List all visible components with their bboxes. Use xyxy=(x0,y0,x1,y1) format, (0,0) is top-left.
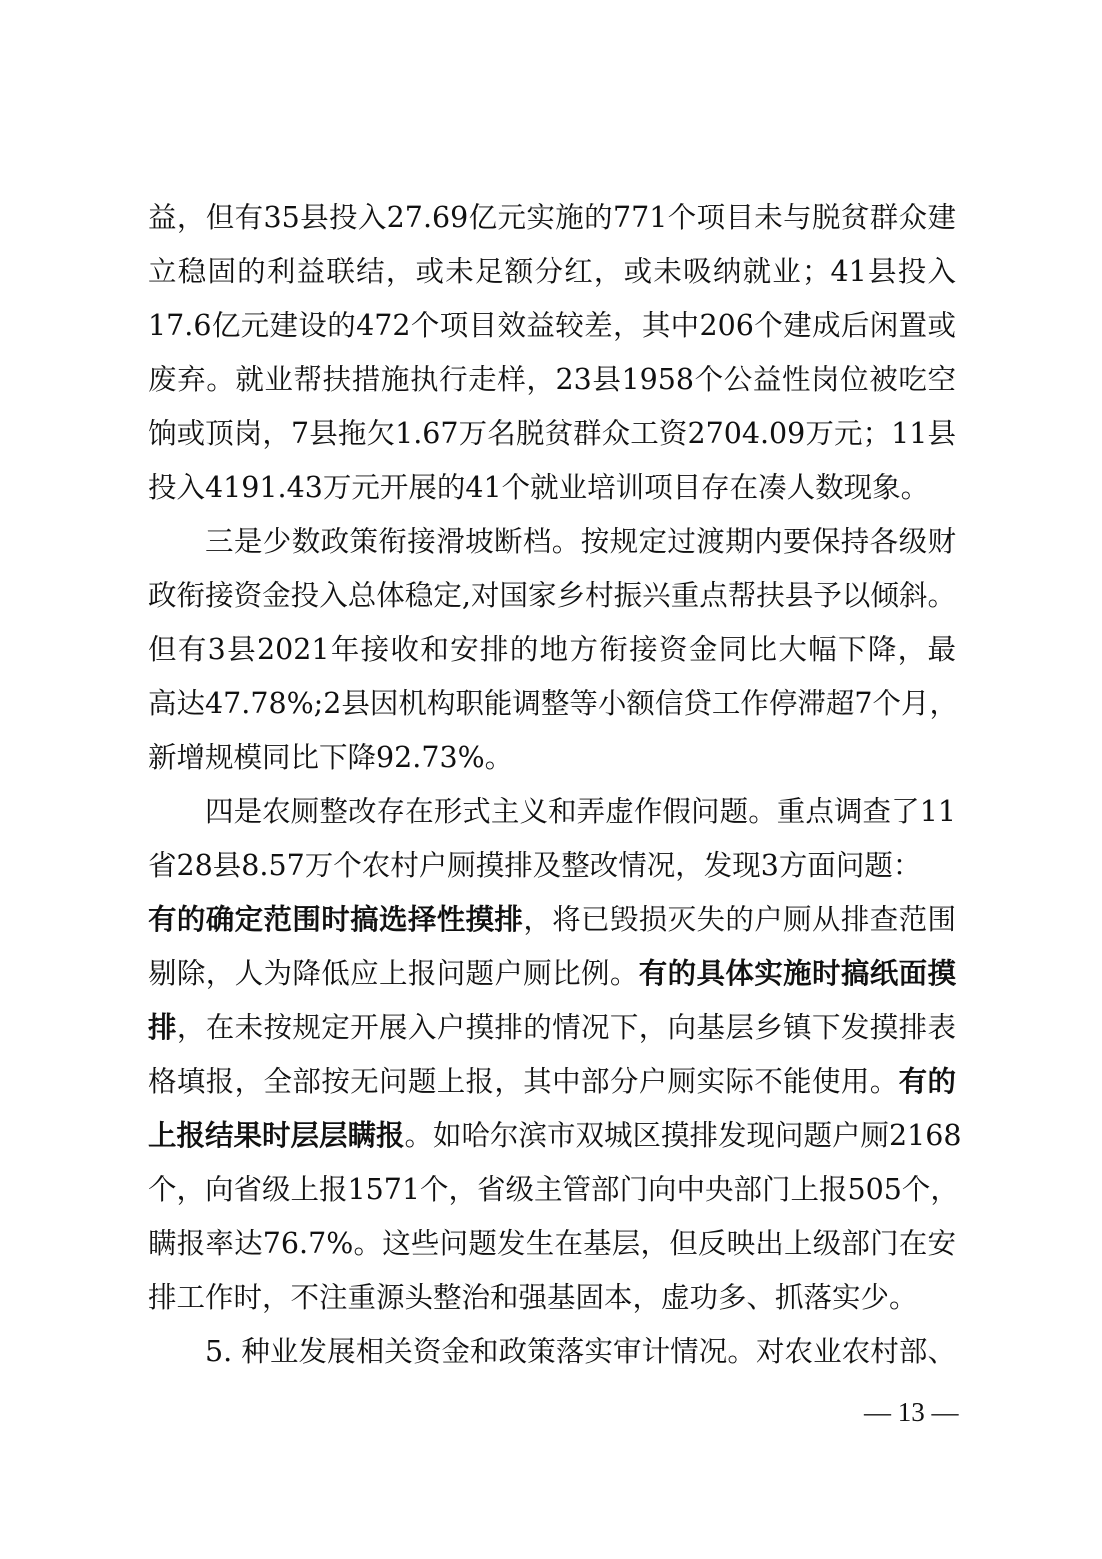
text-line xyxy=(148,299,956,353)
text-segment: 但有3县2021年接收和安排的地方衔接资金同比大幅下降，最 xyxy=(148,633,956,666)
text-segment: 剔除，人为降低应上报问题户厕比例。 xyxy=(148,957,639,990)
section-heading-four: 四是农厕整改存在形式主义和弄虚作假问题。 xyxy=(205,795,777,828)
text-segment: 投入4191.43万元开展的41个就业培训项目存在凑人数现象。 xyxy=(148,471,930,504)
text-segment: 格填报，全部按无问题上报，其中部分户厕实际不能使用。 xyxy=(148,1065,899,1098)
text-segment: 政衔接资金投入总体稳定,对国家乡村振兴重点帮扶县予以倾斜。 xyxy=(148,579,956,612)
text-line xyxy=(148,461,956,515)
text-line xyxy=(148,245,956,299)
section-heading-three: 三是少数政策衔接滑坡断档。 xyxy=(205,525,581,558)
text-line xyxy=(148,1109,962,1163)
page-number: — 13 — xyxy=(864,1397,959,1427)
bold-emphasis: 排 xyxy=(148,1011,177,1044)
text-segment: 对农业农村部、 xyxy=(755,1335,956,1368)
text-line xyxy=(148,731,956,785)
text-segment: 17.6亿元建设的472个项目效益较差，其中206个建成后闲置或 xyxy=(148,309,956,342)
text-segment: 新增规模同比下降92.73%。 xyxy=(148,741,514,774)
document-body xyxy=(148,191,962,1379)
text-line xyxy=(148,191,956,245)
text-line xyxy=(148,677,959,731)
text-line xyxy=(148,1001,956,1055)
text-segment: 瞒报率达76.7%。这些问题发生在基层，但反映出上级部门在安 xyxy=(148,1227,956,1260)
text-line xyxy=(148,407,956,461)
text-segment: 按规定过渡期内要保持各级财 xyxy=(580,525,956,558)
text-line xyxy=(148,1055,956,1109)
text-segment: 重点调查了11 xyxy=(776,795,956,828)
text-line xyxy=(148,1271,956,1325)
text-segment: ，将已毁损灭失的户厕从排查范围 xyxy=(523,903,956,936)
section-heading-line xyxy=(148,1325,956,1379)
text-segment: 立稳固的利益联结，或未足额分红，或未吸纳就业；41县投入 xyxy=(148,255,956,288)
text-line xyxy=(148,1217,956,1271)
text-segment: 高达47.78%;2县因机构职能调整等小额信贷工作停滞超7个月， xyxy=(148,687,959,720)
text-segment: 废弃。就业帮扶措施执行走样，23县1958个公益性岗位被吃空 xyxy=(148,363,956,396)
text-segment: 。如哈尔滨市双城区摸排发现问题户厕2168 xyxy=(404,1119,962,1152)
text-segment: 排工作时，不注重源头整治和强基固本，虚功多、抓落实少。 xyxy=(148,1281,918,1314)
bold-emphasis: 有的具体实施时搞纸面摸 xyxy=(638,957,956,990)
bold-emphasis: 上报结果时层层瞒报 xyxy=(148,1119,405,1152)
text-segment: ，在未按规定开展入户摸排的情况下，向基层乡镇下发摸排表 xyxy=(176,1011,956,1044)
text-line xyxy=(148,569,956,623)
bold-emphasis: 有的 xyxy=(898,1065,956,1098)
text-segment: 益，但有35县投入27.69亿元实施的771个项目未与脱贫群众建 xyxy=(148,201,956,234)
bold-emphasis: 有的确定范围时搞选择性摸排 xyxy=(148,903,524,936)
section-heading-line xyxy=(148,515,956,569)
text-line xyxy=(148,353,956,407)
text-line xyxy=(148,1163,959,1217)
text-segment: 饷或顶岗，7县拖欠1.67万名脱贫群众工资2704.09万元；11县 xyxy=(148,417,956,450)
section-heading-line xyxy=(148,785,956,839)
text-segment: 个，向省级上报1571个，省级主管部门向中央部门上报505个， xyxy=(148,1173,959,1206)
text-segment: 省28县8.57万个农村户厕摸排及整改情况，发现3方面问题： xyxy=(148,849,922,882)
section-heading-five: 5. 种业发展相关资金和政策落实审计情况。 xyxy=(205,1335,756,1368)
text-line xyxy=(148,623,956,677)
text-line xyxy=(148,839,956,893)
text-line xyxy=(148,947,956,1001)
text-line xyxy=(148,893,956,947)
